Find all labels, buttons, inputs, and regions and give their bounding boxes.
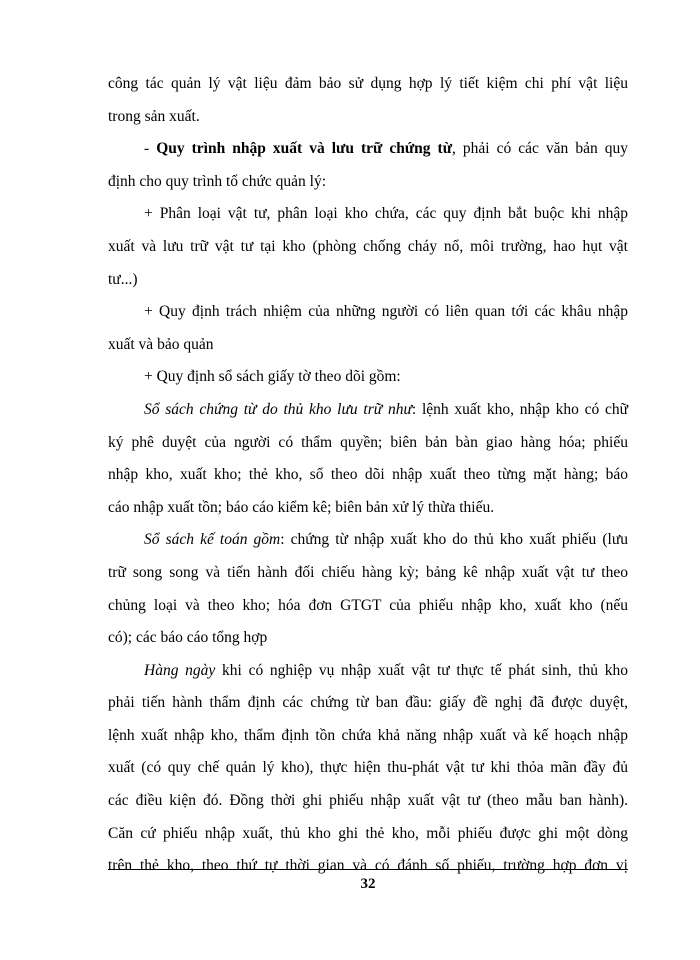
text-run: trên thẻ kho, theo thứ tự thời gian và có đánh số phiếu, trường hợp đơn vị <box>108 857 628 875</box>
document-body <box>108 68 628 883</box>
text-run: , phải có các văn bản quy <box>452 140 628 158</box>
text-line <box>108 524 628 557</box>
text-line <box>108 720 628 753</box>
text-line <box>108 785 628 818</box>
text-run: - <box>144 140 157 158</box>
text-line <box>108 133 628 166</box>
text-run: trữ song song và tiến hành đối chiếu hàng kỳ; bảng kê nhập xuất vật tư theo <box>108 563 628 581</box>
text-line <box>108 557 628 590</box>
text-line <box>108 394 628 427</box>
text-line <box>108 622 628 655</box>
text-line <box>108 687 628 720</box>
text-line <box>108 329 628 362</box>
text-run: khi có nghiệp vụ nhập xuất vật tư thực tế phát sinh, thủ kho <box>215 661 629 679</box>
italic-term: Sổ sách kế toán gồm <box>144 531 281 549</box>
text-run: công tác quản lý vật liệu đảm bảo sử dụng hợp lý tiết kiệm chi phí vật liệu <box>108 75 628 92</box>
text-run: tư...) <box>108 270 138 288</box>
text-run: có); các báo cáo tổng hợp <box>108 629 268 647</box>
text-run: cáo nhập xuất tồn; báo cáo kiểm kê; biên bản xử lý thừa thiếu. <box>108 498 495 516</box>
text-run: các điều kiện đó. Đồng thời ghi phiếu nhập xuất vật tư (theo mẫu ban hành). <box>108 792 628 810</box>
text-run: nhập kho, xuất kho; thẻ kho, sổ theo dõi nhập xuất theo từng mặt hàng; báo <box>108 466 628 484</box>
text-line <box>108 590 628 623</box>
text-run: : chứng từ nhập xuất kho do thủ kho xuất phiếu (lưu <box>280 531 628 549</box>
text-run: Căn cứ phiếu nhập xuất, thủ kho ghi thẻ kho, mỗi phiếu được ghi một dòng <box>108 824 628 842</box>
text-run: chủng loại và theo kho; hóa đơn GTGT của phiếu nhập kho, xuất kho (nếu <box>108 596 628 614</box>
text-line <box>108 198 628 231</box>
text-run: + Phân loại vật tư, phân loại kho chứa, các quy định bắt buộc khi nhập <box>144 205 628 223</box>
text-line <box>108 361 628 394</box>
text-run: + Quy định trách nhiệm của những người có liên quan tới các khâu nhập <box>144 303 628 321</box>
text-run: phải tiến hành thẩm định các chứng từ ban đầu: giấy đề nghị đã được duyệt, <box>108 694 628 712</box>
text-run: trong sản xuất. <box>108 107 200 125</box>
text-line <box>108 492 628 525</box>
page-number: 32 <box>360 876 376 892</box>
italic-term: Sổ sách chứng từ do thủ kho lưu trữ như <box>144 400 412 418</box>
text-line <box>108 231 628 264</box>
text-line <box>108 655 628 688</box>
text-line <box>108 427 628 460</box>
text-run: : lệnh xuất kho, nhập kho có chữ <box>411 400 628 418</box>
text-line <box>108 101 628 134</box>
text-line <box>108 68 628 101</box>
text-run: xuất và lưu trữ vật tư tại kho (phòng chống cháy nổ, môi trường, hao hụt vật <box>108 237 628 255</box>
text-run: định cho quy trình tổ chức quản lý: <box>108 172 327 190</box>
text-line <box>108 459 628 492</box>
section-heading: Quy trình nhập xuất và lưu trữ chứng từ <box>156 140 452 158</box>
footer-rule <box>108 869 628 870</box>
text-line <box>108 818 628 851</box>
text-line <box>108 296 628 329</box>
text-line <box>108 166 628 199</box>
text-line <box>108 264 628 297</box>
text-run: xuất (có quy chế quản lý kho), thực hiện thu-phát vật tư khi thỏa mãn đầy đủ <box>108 759 628 777</box>
text-line <box>108 752 628 785</box>
text-run: lệnh xuất nhập kho, thẩm định tồn chứa khả năng nhập xuất và kế hoạch nhập <box>108 726 628 744</box>
italic-term: Hàng ngày <box>144 661 216 679</box>
text-run: ký phê duyệt của người có thẩm quyền; biên bản bàn giao hàng hóa; phiếu <box>108 433 628 451</box>
text-run: + Quy định sổ sách giấy tờ theo dõi gồm: <box>144 368 401 386</box>
text-run: xuất và bảo quản <box>108 335 214 353</box>
